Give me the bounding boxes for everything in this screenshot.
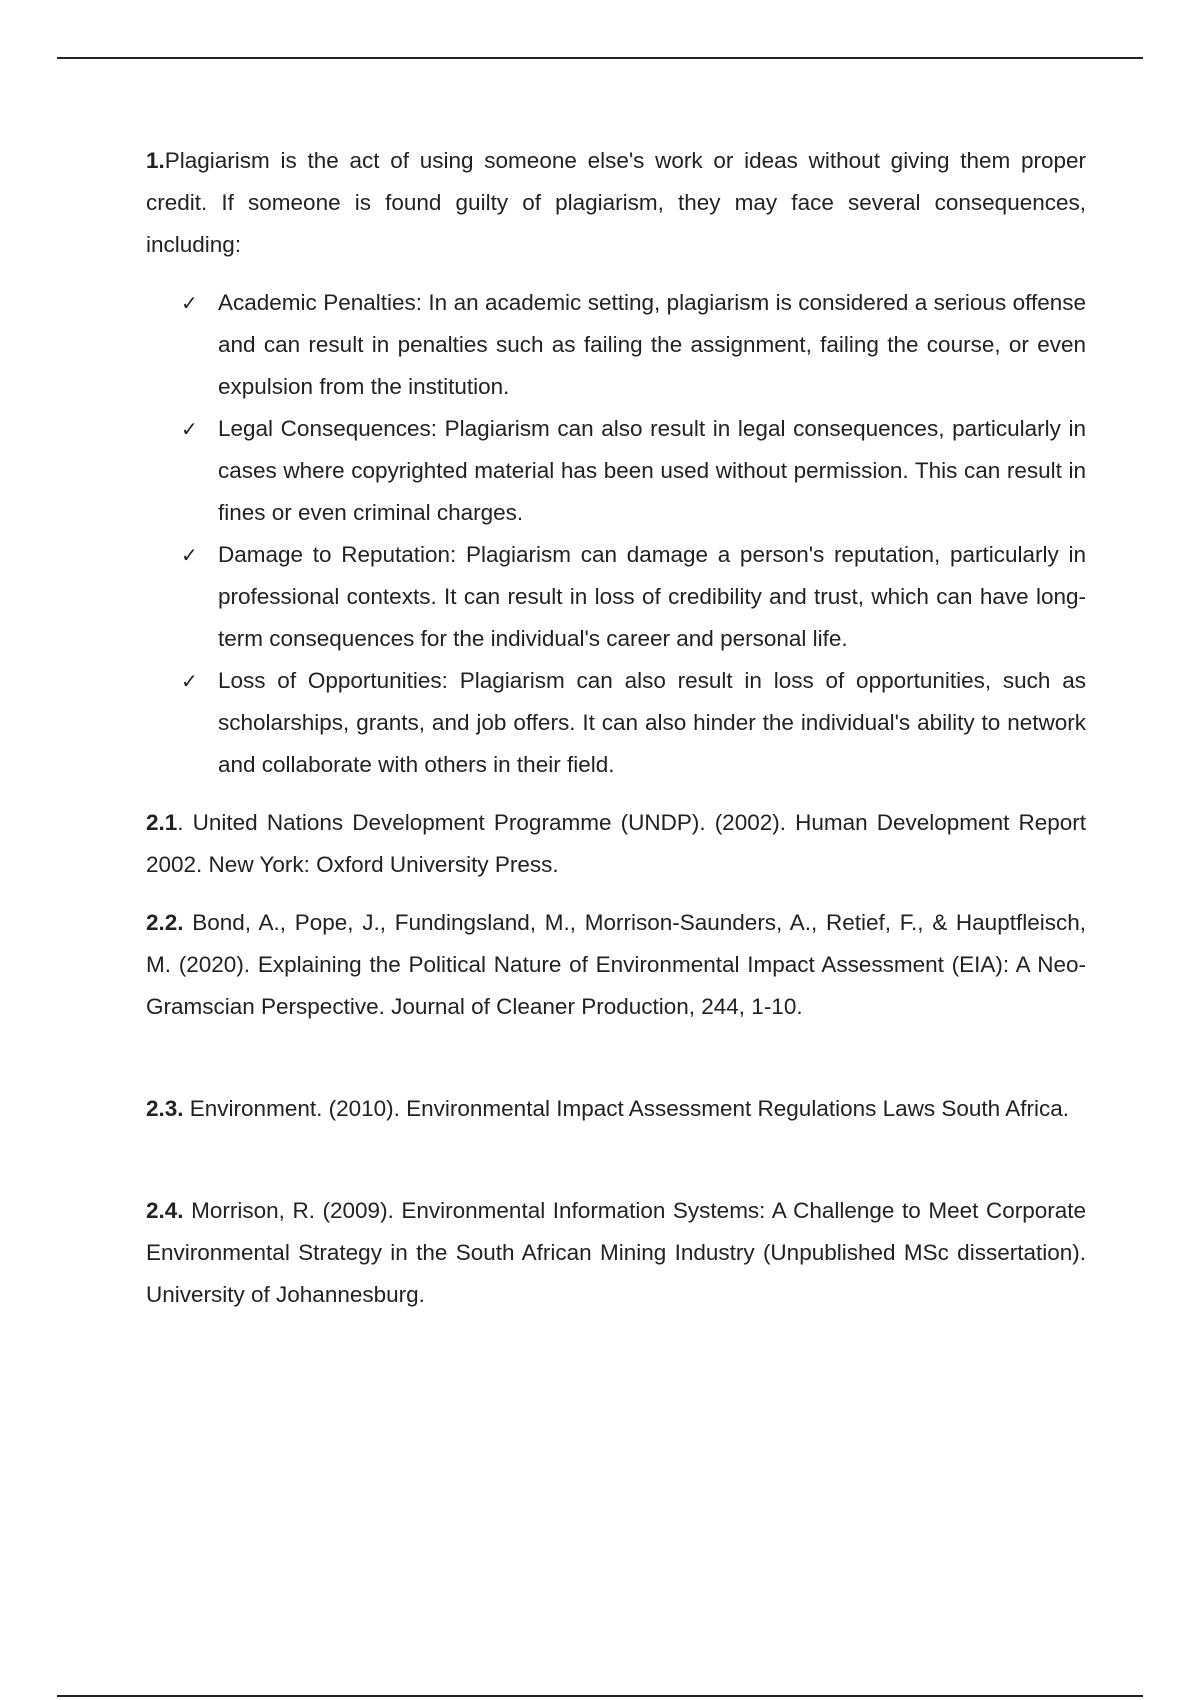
checkmark-icon: ✓ <box>181 543 198 567</box>
list-item-text: Academic Penalties: In an academic setting, plagiarism is considered a serious offense and can result in penalties such as failing the assignment, failing the course, or even expulsion from the institution. <box>218 290 1086 399</box>
list-item-text: Loss of Opportunities: Plagiarism can also result in loss of opportunities, such as scholarships, grants, and job offers. It can also hinder the individual's ability to network and collaborate with others in their field. <box>218 668 1086 777</box>
reference-2-2 <box>146 902 1086 1028</box>
list-item <box>181 282 1086 408</box>
reference-number: 2.3. <box>146 1096 184 1121</box>
checkmark-icon: ✓ <box>181 669 198 693</box>
document-body <box>146 140 1086 1316</box>
reference-number: 2.1 <box>146 810 178 835</box>
reference-2-3 <box>146 1088 1086 1130</box>
checkmark-icon: ✓ <box>181 291 198 315</box>
checkmark-icon: ✓ <box>181 417 198 441</box>
reference-text: . United Nations Development Programme (UNDP). (2002). Human Development Report 2002. New York: Oxford University Press. <box>146 810 1086 877</box>
intro-text: Plagiarism is the act of using someone else's work or ideas without giving them proper credit. If someone is found guilty of plagiarism, they may face several consequences, including: <box>146 148 1086 257</box>
reference-text: Morrison, R. (2009). Environmental Information Systems: A Challenge to Meet Corporate Environmental Strategy in the South African Mining Industry (Unpublished MSc dissertation). University of Johannesburg. <box>146 1198 1086 1307</box>
reference-2-4 <box>146 1190 1086 1316</box>
header-rule <box>57 57 1143 59</box>
reference-number: 2.2. <box>146 910 184 935</box>
list-item <box>181 534 1086 660</box>
reference-2-1 <box>146 802 1086 886</box>
reference-text: Environment. (2010). Environmental Impact Assessment Regulations Laws South Africa. <box>183 1096 1069 1121</box>
footer-rule <box>57 1695 1143 1697</box>
consequences-list <box>146 282 1086 786</box>
reference-text: Bond, A., Pope, J., Fundingsland, M., Morrison-Saunders, A., Retief, F., & Hauptfleisch, M. (2020). Explaining the Political Nature of Environmental Impact Assessment (EIA): A Neo-Gramscian Perspective. Journal of Cleaner Production, 244, 1-10. <box>146 910 1086 1019</box>
list-item-text: Legal Consequences: Plagiarism can also result in legal consequences, particularly in cases where copyrighted material has been used without permission. This can result in fines or even criminal charges. <box>218 416 1086 525</box>
reference-number: 2.4. <box>146 1198 184 1223</box>
intro-paragraph <box>146 140 1086 266</box>
list-item <box>181 408 1086 534</box>
list-item-text: Damage to Reputation: Plagiarism can damage a person's reputation, particularly in professional contexts. It can result in loss of credibility and trust, which can have long-term consequences for the individual's career and personal life. <box>218 542 1086 651</box>
list-item <box>181 660 1086 786</box>
intro-number: 1. <box>146 148 165 173</box>
